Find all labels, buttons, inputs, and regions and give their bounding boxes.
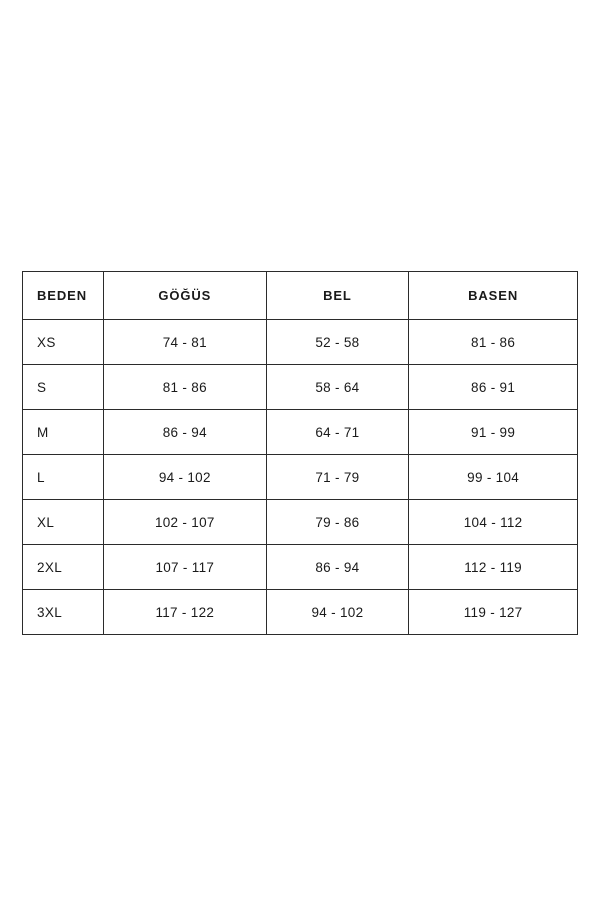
cell-size: M [23,410,104,455]
table-body [23,320,578,635]
cell-size: S [23,365,104,410]
cell-size: XL [23,500,104,545]
table-row [23,410,578,455]
cell-chest: 81 - 86 [104,365,267,410]
cell-chest: 117 - 122 [104,590,267,635]
cell-hip: 86 - 91 [409,365,578,410]
cell-size: XS [23,320,104,365]
cell-waist: 71 - 79 [266,455,409,500]
size-chart-table [22,271,578,635]
table-row [23,455,578,500]
column-header-waist: BEL [266,272,409,320]
table-row [23,365,578,410]
cell-hip: 99 - 104 [409,455,578,500]
cell-hip: 119 - 127 [409,590,578,635]
cell-chest: 86 - 94 [104,410,267,455]
cell-waist: 58 - 64 [266,365,409,410]
cell-chest: 102 - 107 [104,500,267,545]
cell-waist: 79 - 86 [266,500,409,545]
cell-size: 3XL [23,590,104,635]
cell-chest: 94 - 102 [104,455,267,500]
size-chart-container [22,271,578,635]
table-row [23,320,578,365]
table-header [23,272,578,320]
cell-size: 2XL [23,545,104,590]
cell-waist: 64 - 71 [266,410,409,455]
cell-chest: 107 - 117 [104,545,267,590]
column-header-hip: BASEN [409,272,578,320]
cell-chest: 74 - 81 [104,320,267,365]
table-row [23,500,578,545]
cell-hip: 104 - 112 [409,500,578,545]
cell-hip: 81 - 86 [409,320,578,365]
table-row [23,545,578,590]
cell-hip: 91 - 99 [409,410,578,455]
column-header-chest: GÖĞÜS [104,272,267,320]
cell-size: L [23,455,104,500]
table-header-row [23,272,578,320]
table-row [23,590,578,635]
column-header-size: BEDEN [23,272,104,320]
cell-hip: 112 - 119 [409,545,578,590]
cell-waist: 52 - 58 [266,320,409,365]
cell-waist: 86 - 94 [266,545,409,590]
cell-waist: 94 - 102 [266,590,409,635]
